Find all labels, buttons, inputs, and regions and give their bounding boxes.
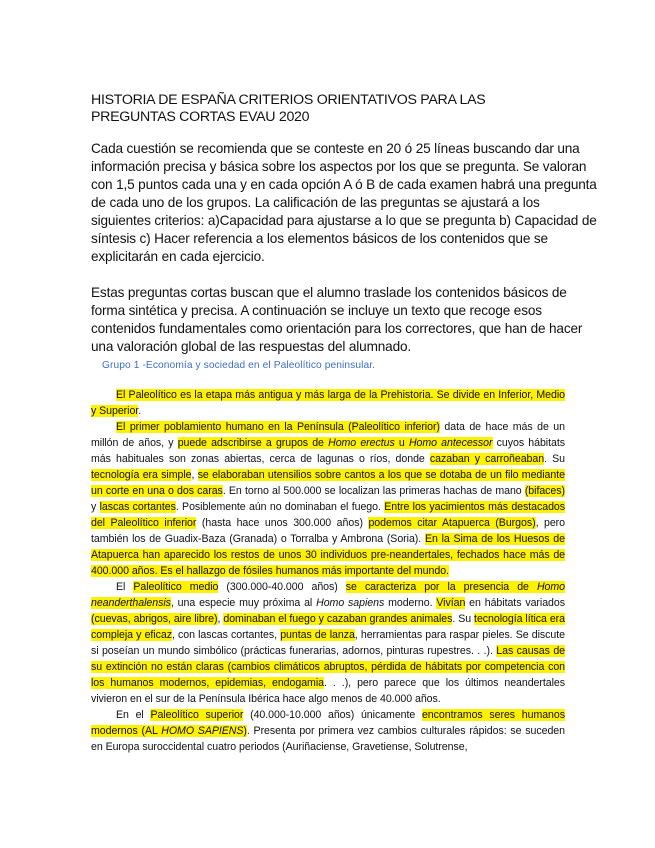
text-run: data de hace más de un millón de años, y xyxy=(91,421,565,449)
group-heading: Grupo 1 -Economía y sociedad en el Paleolítico peninsular. xyxy=(102,360,376,371)
text-run: , con lascas cortantes, xyxy=(171,629,281,641)
text-run: (300.000-40.000 años) xyxy=(218,581,346,593)
highlighted-text: (cuevas, abrigos, aire libre) xyxy=(91,613,218,625)
title-line-2: PREGUNTAS CORTAS EVAU 2020 xyxy=(91,109,310,125)
highlighted-text: se caracteriza por la presencia de xyxy=(345,581,537,593)
highlighted-text: El primer poblamiento humano en la Península (Paleolítico inferior) xyxy=(116,421,440,433)
text-run: , una especie muy próxima al xyxy=(170,597,317,609)
intro-paragraph-1: Cada cuestión se recomienda que se conteste en 20 ó 25 líneas buscando dar una información precisa y básica sobre los aspectos por los que se pregunta. Se valoran con 1,5 puntos cada una y en cada opción A ó B de cada examen habrá una pregunta de cada uno de los grupos. La calificación de las preguntas se ajustará a los siguientes criterios: a)Capacidad para ajustarse a lo que se pregunta b) Capacidad de síntesis c) Hacer referencia a los elementos básicos de los contenidos que se explicitarán en cada ejercicio. xyxy=(91,141,597,264)
highlighted-text: HOMO SAPIENS xyxy=(161,725,244,737)
highlighted-text: El Paleolítico es la etapa más antigua y más larga de la Prehistoria. Se divide en Inferior, Medio y Superior xyxy=(91,389,565,417)
intro-paragraph-2: Estas preguntas cortas buscan que el alumno traslade los contenidos básicos de forma sintética y precisa. A continuación se incluye un texto que recoge esos contenidos fundamentales como orientación para los correctores, que han de hacer una valoración global de las respuestas del alumnado. xyxy=(91,285,583,354)
text-run: , xyxy=(191,469,198,481)
text-run: . . .), pero parece que los últimos neandertales vivieron en el sur de la Península Ibérica hace algo menos de 40.000 años. xyxy=(91,677,566,705)
highlighted-text: (bifaces) xyxy=(524,485,565,497)
text-run: El xyxy=(116,581,134,593)
highlighted-text: ) xyxy=(243,725,247,737)
title-line-1: HISTORIA DE ESPAÑA CRITERIOS ORIENTATIVOS PARA LAS xyxy=(91,92,486,108)
intro-section xyxy=(91,140,601,374)
highlighted-text: Homo neanderthalensis xyxy=(91,581,566,609)
body-paragraph xyxy=(91,707,565,755)
document-title xyxy=(91,92,571,126)
highlighted-text: Las causas de su extinción no están claras (cambios climáticos abruptos, pérdida de hábitats por competencia con los humanos modernos, epidemias, endogamia xyxy=(91,645,566,689)
text-run: , xyxy=(217,613,224,625)
highlighted-text: puntas de lanza xyxy=(280,629,355,641)
text-run: . xyxy=(138,405,142,417)
highlighted-text: Entre los yacimientos más destacados del Paleolítico inferior xyxy=(91,501,566,529)
highlighted-text: Paleolítico medio xyxy=(133,581,219,593)
text-run: . En torno al 500.000 se localizan las primeras hachas de mano xyxy=(222,485,525,497)
highlighted-text: Homo antecessor xyxy=(408,437,493,449)
text-run: y xyxy=(91,501,100,513)
text-run: . Presenta por primera vez cambios culturales rápidos: se suceden en Europa suroccidental cuatro periodos (Auriñaciense, Gravetiense, Solutrense, xyxy=(91,725,565,753)
text-run: en hábitats variados xyxy=(465,597,565,609)
text-run: (40.000-10.000 años) únicamente xyxy=(243,709,422,721)
body-paragraph xyxy=(91,419,565,579)
highlighted-text: En la Sima de los Huesos de Atapuerca han aparecido los restos de unos 30 individuos pre-neandertales, fechados hace más de 400.000 años. Es el hallazgo de fósiles humanos más importante del mundo. xyxy=(91,533,565,577)
highlighted-text: podemos citar Atapuerca (Burgos) xyxy=(368,517,536,529)
body-paragraph xyxy=(91,579,565,707)
text-run: cuyos hábitats más habituales son zonas abiertas, cerca de lagunas o ríos, donde xyxy=(91,437,565,465)
highlighted-text: Vivían xyxy=(436,597,466,609)
highlighted-text: cazaban y carroñeaban xyxy=(429,453,545,465)
body-paragraph xyxy=(91,387,565,419)
text-run: Homo sapiens xyxy=(316,597,385,609)
highlighted-text: u xyxy=(394,437,409,449)
body-text xyxy=(91,387,565,755)
text-run: , herramientas para raspar pieles. Se discute si poseían un mundo simbólico (prácticas funerarias, adornos, pinturas rupestres. . .). xyxy=(91,629,565,657)
highlighted-text: tecnología era simple xyxy=(91,469,192,481)
text-run: moderno. xyxy=(384,597,437,609)
highlighted-text: Homo erectus xyxy=(328,437,395,449)
text-run: . Su xyxy=(452,613,475,625)
text-run: (hasta hace unos 300.000 años) xyxy=(196,517,369,529)
text-run: En el xyxy=(116,709,151,721)
text-run: . Posiblemente aún no dominaban el fuego. xyxy=(175,501,385,513)
text-run: , pero también los de Guadix-Baza (Granada) o Torralba y Ambrona (Soria). xyxy=(91,517,565,545)
text-run: . Su xyxy=(544,453,565,465)
highlighted-text: lascas cortantes xyxy=(99,501,176,513)
highlighted-text: tecnología lítica era compleja y eficaz xyxy=(91,613,565,641)
highlighted-text: dominaban el fuego y cazaban grandes animales xyxy=(223,613,453,625)
highlighted-text: encontramos seres humanos modernos (AL xyxy=(91,709,565,737)
highlighted-text: puede adscribirse a grupos de xyxy=(177,437,329,449)
highlighted-text: se elaboraban utensilios sobre cantos a los que se dotaba de un filo mediante un corte en una o dos caras xyxy=(91,469,565,497)
highlighted-text: Paleolítico superior xyxy=(150,709,244,721)
